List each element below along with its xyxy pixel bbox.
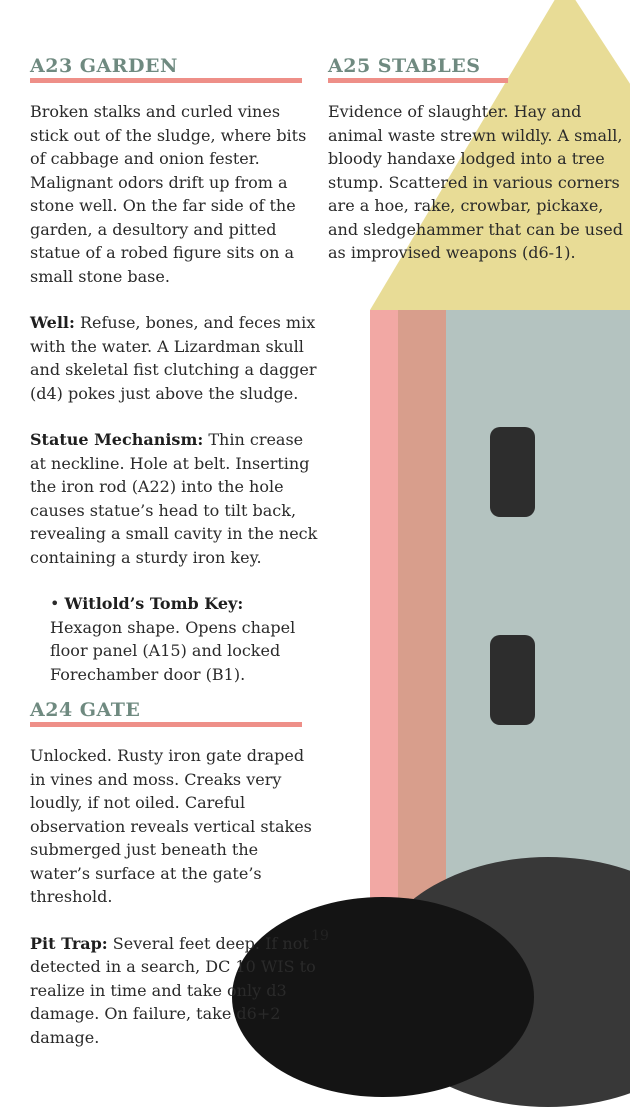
paragraph-well: [30, 311, 320, 405]
tower-window-lower: [490, 635, 535, 725]
term-text: Thin crease at neckline. Hole at belt. Inserting the iron rod (A22) into the hole causes statue’s head to tilt back, revealing a small cavity in the neck containing a sturdy iron key.: [30, 430, 318, 567]
right-column: [328, 54, 628, 265]
section-a24-gate: [30, 698, 320, 1049]
section-heading: A25 STABLES: [328, 55, 481, 77]
term-label: Statue Mechanism:: [30, 430, 204, 449]
section-a23-garden: [30, 54, 320, 686]
paragraph-pit-trap: [30, 932, 320, 1050]
term-label: Pit Trap:: [30, 933, 108, 953]
term-text: Hexagon shape. Opens chapel floor panel (A15) and locked Forechamber door (B1).: [50, 617, 296, 684]
heading-rule: [30, 78, 302, 83]
page-number: 19: [311, 928, 329, 944]
heading-rule: [30, 722, 302, 727]
left-column: [30, 54, 320, 1049]
tower-wall-shade: [398, 310, 447, 974]
section-a25-stables: [328, 54, 628, 265]
term-label: Witlold’s Tomb Key:: [64, 594, 244, 613]
tower-wall-left: [370, 310, 400, 974]
list-item-tomb-key: [30, 592, 320, 686]
section-heading: A24 GATE: [30, 699, 141, 721]
bullet: •: [50, 594, 60, 613]
term-text: Refuse, bones, and feces mix with the water. A Lizardman skull and skeletal fist clutching a dagger (d4) pokes just above the sludge.: [30, 313, 317, 403]
heading-rule: [328, 78, 508, 83]
paragraph: Unlocked. Rusty iron gate draped in vines and moss. Creaks very loudly, if not oiled. Careful observation reveals vertical stakes submerged just beneath the water’s surface at the gate’s threshold.: [30, 746, 312, 906]
term-label: Well:: [30, 313, 75, 332]
term-text: Several feet deep. If not detected in a search, DC 10 WIS to realize in time and take only d3 damage. On failure, take d6+2 damage.: [30, 933, 316, 1047]
section-heading: A23 GARDEN: [30, 55, 178, 77]
tower-window-upper: [490, 427, 535, 517]
paragraph-statue: [30, 428, 320, 569]
paragraph: Evidence of slaughter. Hay and animal waste strewn wildly. A small, bloody handaxe lodged into a tree stump. Scattered in various corners are a hoe, rake, crowbar, pickaxe, and sledgehammer that can be used as improvised weapons (d6-1).: [328, 102, 624, 262]
paragraph: Broken stalks and curled vines stick out of the sludge, where bits of cabbage and onion fester. Malignant odors drift up from a stone well. On the far side of the garden, a desultory and pitted statue of a robed figure sits on a small stone base.: [30, 102, 307, 286]
